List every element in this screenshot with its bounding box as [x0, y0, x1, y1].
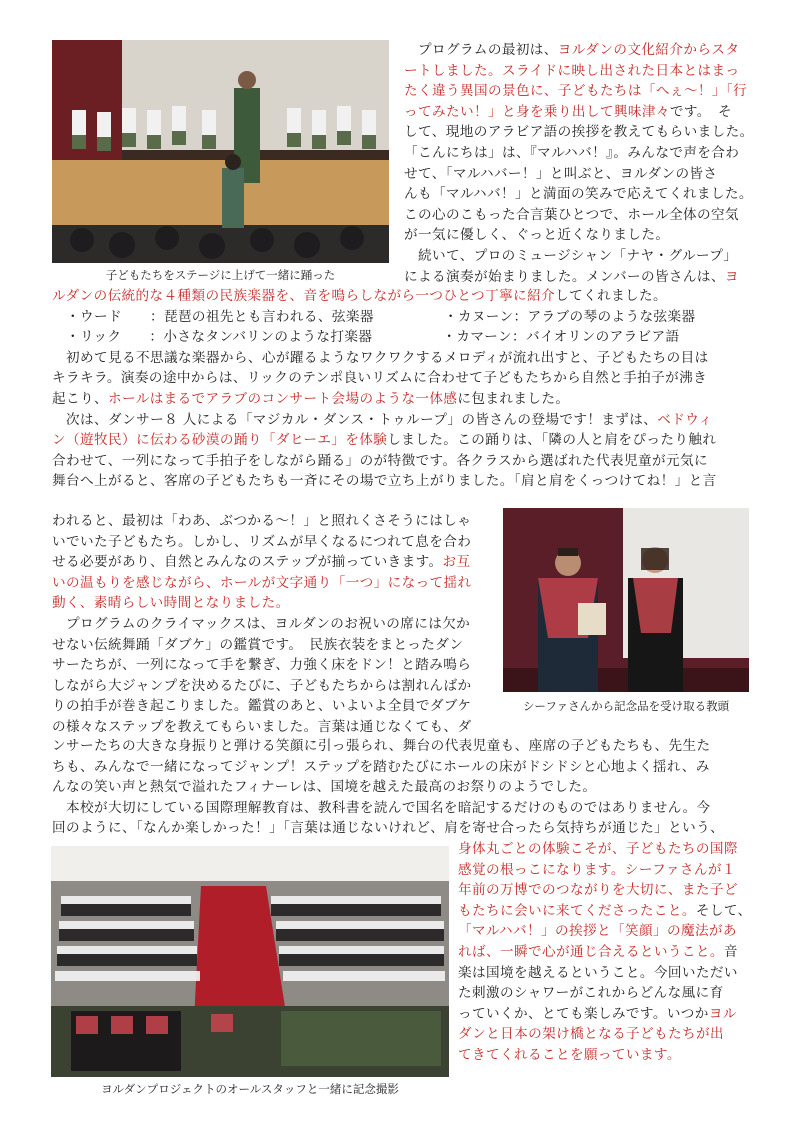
text-line	[458, 1045, 681, 1066]
highlight-text: ン（遊牧民）に伝わる砂漠の踊り「ダヒーエ」を体験	[52, 432, 388, 449]
highlight-text: ートしました。	[404, 62, 502, 79]
highlight-text: ホールはまるでアラブのコンサート会場のような一体感	[107, 391, 458, 407]
text-line	[458, 942, 738, 963]
text-line	[404, 225, 669, 246]
highlight-text: 年前の万博でのつながりを大切に、また子ど	[458, 882, 738, 899]
text-line	[458, 1004, 737, 1025]
text-line	[52, 573, 472, 594]
highlight-text: お互	[442, 554, 471, 571]
text-line	[458, 839, 738, 860]
highlight-text: たく違う異国の景色に、子どもたちは「へぇ～！」「行	[404, 83, 748, 100]
text-line	[404, 122, 754, 143]
text-line	[404, 40, 739, 61]
group-image	[51, 846, 449, 1077]
body-text: せて、「マルハバー！」と叫ぶと、ヨルダンの皆さ	[404, 165, 718, 182]
body-text: サーたちが、一列になって手を繋ぎ、力強く床をドン！と踏み鳴ら	[52, 657, 472, 674]
highlight-text: 動く、素晴らしい時間となりました。	[52, 595, 290, 612]
body-text: われると、最初は「わあ、ぶつかる～！」と照れくさそうにはしゃ	[52, 513, 472, 529]
highlight-text: ダンと日本の架け橋となる子どもたちが出	[458, 1026, 725, 1043]
text-line	[52, 511, 471, 532]
body-text: 本校が大切にしている国際理解教育は、教科書を読んで国名を暗記するだけのものではありません。今	[52, 799, 711, 816]
body-text: に包まれました。	[457, 391, 570, 407]
text-line	[458, 860, 736, 881]
text-line	[52, 327, 680, 348]
body-text: た刺激のシャワーがこれからどんな風に育	[458, 985, 724, 1002]
body-text: んも「マルハバ！」と満面の笑みで応えてくれました。	[404, 186, 753, 203]
text-line	[458, 1024, 724, 1045]
text-line	[404, 246, 737, 267]
text-line	[52, 717, 472, 738]
photo-gift	[503, 508, 749, 692]
text-line	[52, 676, 472, 697]
highlight-text: ヨルダンの文化紹介からスタ	[557, 42, 740, 58]
body-text: 合わせて、一列になって手拍子をしながら踊る」のが特徴です。各クラスから選ばれた代表児童が元気に	[52, 452, 708, 469]
highlight-text: ヨル	[708, 1005, 737, 1022]
text-line	[404, 81, 747, 102]
text-line	[52, 286, 667, 307]
body-text: による演奏が始まりました。メンバーの皆さんは、	[404, 268, 725, 285]
text-line	[404, 205, 739, 226]
text-line	[52, 635, 463, 656]
highlight-text: てきてくれることを願っています。	[458, 1047, 681, 1063]
body-text: です。 そ	[669, 103, 732, 120]
highlight-text: もたちに会いに来てくださったこと。	[458, 902, 696, 919]
body-text: 続いて、プロのミュージシャン「ナヤ・グループ」	[404, 248, 738, 264]
text-line	[52, 532, 471, 553]
body-text: して、現地のアラビア語の挨拶を教えてもらいました。	[404, 124, 754, 141]
body-text: 音	[723, 944, 738, 960]
body-text: この心のこもった合言葉ひとつで、ホール全体の空気	[404, 206, 740, 223]
body-text: してくれました。	[555, 288, 668, 304]
body-text: 回のように、「なんか楽しかった！」「言葉は通じないけれど、肩を寄せ合ったら気持ちが通じた」という、	[52, 820, 725, 837]
text-line	[52, 389, 569, 410]
text-line	[404, 184, 753, 205]
text-line	[52, 348, 709, 369]
caption-gift: シーファさんから記念品を受け取る教頭	[522, 699, 730, 713]
highlight-text: 身体丸ごとの体験こそが、子どもたちの国際	[458, 841, 738, 857]
text-line	[52, 798, 711, 819]
body-text: ・リック ：小さなタンバリンのような打楽器 ・カマーン：バイオリンのアラビア語	[52, 329, 680, 346]
text-line	[52, 368, 707, 389]
text-line	[404, 143, 739, 164]
text-line	[458, 983, 724, 1004]
text-line	[52, 655, 471, 676]
body-text: ・ウード ：琵琶の祖先とも言われる、弦楽器 ・カヌーン：アラブの琴のような弦楽器	[52, 308, 696, 325]
text-line	[52, 307, 695, 328]
body-text: の様々なステップを教えてもらいました。言葉は通じなくても、ダ	[52, 719, 472, 735]
body-text: んなの笑い声と熱気で溢れたフィナーレは、国境を越えた最高のお祭りのようでした。	[52, 779, 597, 796]
body-text: 次は、ダンサー８ 人による「マジカル・ダンス・トゥループ」の皆さんの登場です！まずは、	[52, 411, 658, 428]
photo-group	[51, 846, 449, 1077]
highlight-text: 感覚の根っこになります。	[458, 861, 625, 878]
highlight-text: ってみたい！」と身を乗り出して興味津々	[404, 103, 670, 120]
body-text: プログラムの最初は、	[404, 42, 558, 58]
body-text: 初めて見る不思議な楽器から、心が躍るようなワクワクするメロディが流れ出すと、子どもたちの目は	[52, 349, 709, 366]
caption-stage-dance: 子どもたちをステージに上げて一緒に踊った	[105, 268, 336, 282]
highlight-text: シーファさんが１	[624, 861, 736, 878]
highlight-text: いの温もりを感じながら、ホールが文字通り「一つ」になって揺れ	[52, 574, 472, 591]
body-text: 起こり、	[52, 391, 108, 407]
text-line	[52, 552, 470, 573]
text-line	[52, 430, 716, 451]
body-text: 楽は国境を越えるということ。今回いただい	[458, 964, 738, 981]
text-line	[458, 901, 752, 922]
text-line	[458, 963, 738, 984]
text-line	[52, 451, 708, 472]
text-line	[404, 267, 739, 288]
photo-stage-dance	[52, 40, 389, 263]
highlight-text: れば、一瞬で心が通じ合えるということ。	[458, 944, 724, 960]
highlight-text: ルダンの伝統的な４種類の民族楽器を、音を鳴らしながら一つひとつ丁寧に紹介	[52, 288, 556, 304]
text-line	[52, 818, 724, 839]
text-line	[404, 61, 739, 82]
highlight-text: ヨ	[724, 268, 739, 285]
text-line	[404, 102, 732, 123]
text-line	[52, 757, 710, 778]
text-line	[52, 777, 596, 798]
body-text: ンサーたちの大きな身振りと弾ける笑顔に引っ張られ、舞台の代表児童も、座席の子どもたちも、先生た	[52, 738, 711, 754]
body-text: しました。この踊りは、「隣の人と肩をぴったり触れ	[387, 432, 717, 449]
body-text: キラキラ。演奏の途中からは、リックのテンポ良いリズムに合わせて子どもたちから自然と手拍子が沸き	[52, 370, 708, 387]
text-line	[52, 614, 470, 635]
body-text: いでいた子どもたち。しかし、リズムが早くなるにつれて息を合わ	[52, 533, 472, 550]
caption-group: ヨルダンプロジェクトのオールスタッフと一緒に記念撮影	[101, 1082, 399, 1096]
body-text: そして、	[695, 902, 752, 919]
text-line	[52, 593, 290, 614]
body-text: 「こんにちは」は、『マルハバ！』。みんなで声を合わ	[404, 145, 740, 161]
text-line	[52, 471, 717, 492]
text-line	[404, 164, 717, 185]
text-line	[458, 880, 738, 901]
body-text: しながら大ジャンプを決めるたびに、子どもたちからは割れんばか	[52, 677, 472, 694]
stage-dance-image	[52, 40, 389, 263]
text-line	[52, 696, 471, 717]
text-line	[52, 736, 711, 757]
highlight-text: スライドに映し出された日本とはまっ	[501, 62, 740, 79]
body-text: りの拍手が巻き起こりました。鑑賞のあと、いよいよ全員でダブケ	[52, 698, 472, 715]
body-text: っていくか、とても楽しみです。いつか	[458, 1005, 709, 1022]
body-text: が一気に優しく、ぐっと近くなりました。	[404, 227, 670, 244]
highlight-text: ベドウィ	[657, 411, 713, 428]
body-text: せない伝統舞踊「ダブケ」の鑑賞です。 民族衣装をまとったダン	[52, 636, 464, 653]
text-line	[458, 921, 737, 942]
text-line	[52, 410, 712, 431]
body-text: せる必要があり、自然とみんなのステップが揃っていきます。	[52, 554, 443, 571]
body-text: 舞台へ上がると、客席の子どもたちも一斉にその場で立ち上がりました。「肩と肩をくっつけてね！」と言	[52, 473, 717, 490]
gift-image	[503, 508, 749, 692]
body-text: ちも、みんなで一緒になってジャンプ！ステップを踏むたびにホールの床がドシドシと心地よく揺れ、み	[52, 758, 710, 775]
highlight-text: 「マルハバ！」の挨拶と「笑顔」の魔法があ	[458, 923, 737, 940]
body-text: プログラムのクライマックスは、ヨルダンのお祝いの席には欠か	[52, 616, 471, 632]
